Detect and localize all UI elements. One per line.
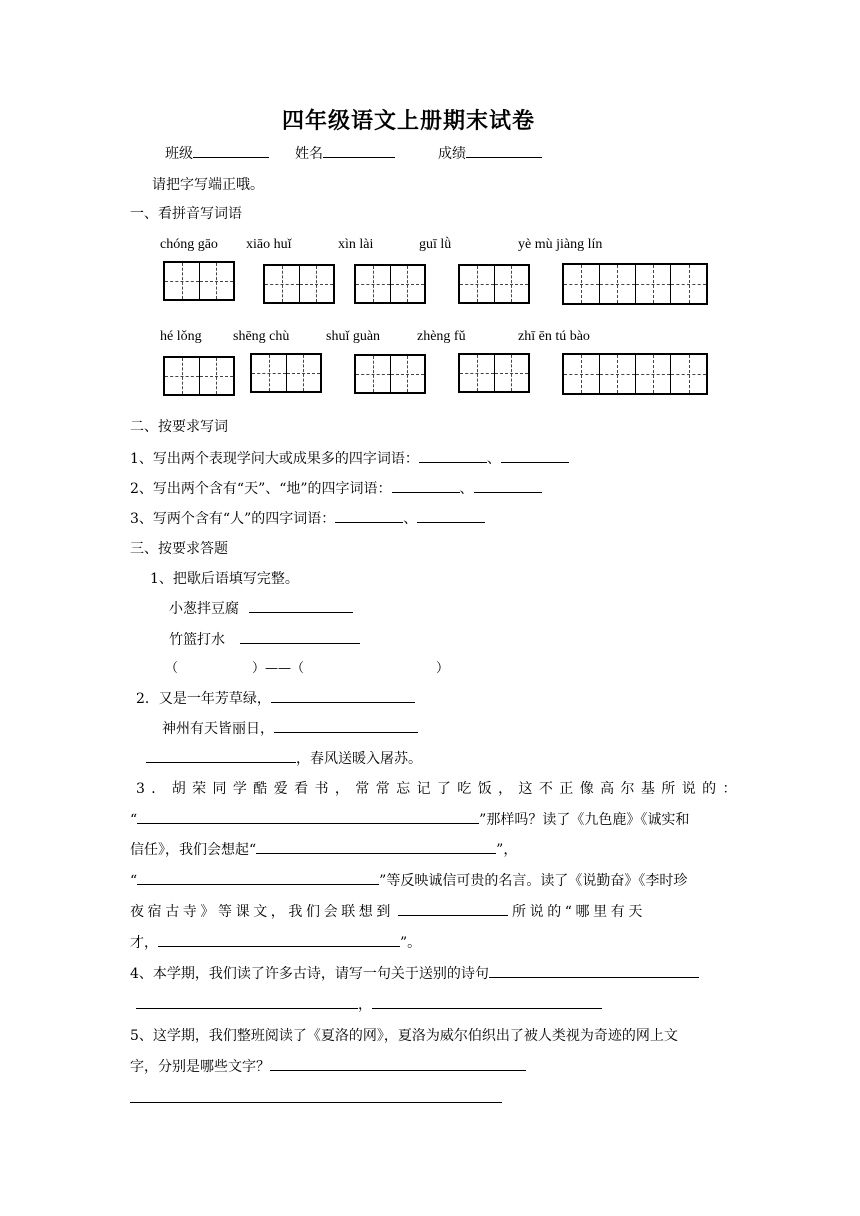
section3-q3-c1: 信任》，我们会想起“ bbox=[130, 842, 257, 858]
pinyin-yemujianglin: yè mù jiàng lín bbox=[518, 237, 603, 252]
section2-q1-blank-b[interactable] bbox=[501, 461, 569, 463]
section3-q3-e1: 夜宿古寺》等课文，我们会联想到 bbox=[130, 904, 394, 920]
section3-q3-f2: ”。 bbox=[400, 935, 422, 951]
section3-q3-blank-4[interactable] bbox=[398, 914, 508, 916]
section3-q3-blank-2[interactable] bbox=[256, 852, 496, 854]
pinyin-chonggao: chóng gāo bbox=[160, 237, 218, 252]
section3-q4-blank-2[interactable] bbox=[136, 1007, 358, 1009]
section3-q5-line1: 5、这学期，我们整班阅读了《夏洛的网》，夏洛为威尔伯织出了被人类视为奇迹的网上文 bbox=[130, 1028, 678, 1044]
score-field bbox=[438, 147, 542, 161]
section3-q3-line1: 3．胡荣同学酷爱看书，常常忘记了吃饭，这不正像高尔基所说的： bbox=[136, 781, 743, 797]
section2-q2-blank-b[interactable] bbox=[474, 491, 542, 493]
writing-grid-6[interactable] bbox=[163, 356, 235, 396]
section3-q3-f1: 才， bbox=[130, 935, 158, 951]
writing-grid-9[interactable] bbox=[458, 353, 530, 393]
writing-grid-5[interactable] bbox=[562, 263, 708, 305]
pinyin-guilv: guī lǜ bbox=[419, 237, 452, 252]
section3-q5-blank-2[interactable] bbox=[130, 1101, 502, 1103]
section2-q3-blank-a[interactable] bbox=[335, 521, 403, 523]
xiehouyu-1-text: 小葱拌豆腐 bbox=[169, 601, 239, 617]
section3-q4-line2 bbox=[136, 998, 602, 1012]
section3-q4-blank-1[interactable] bbox=[489, 976, 699, 978]
name-label: 姓名 bbox=[295, 146, 323, 162]
section2-q2 bbox=[130, 482, 542, 496]
writing-grid-4[interactable] bbox=[458, 264, 530, 304]
xiehouyu-2-text: 竹篮打水 bbox=[169, 632, 225, 648]
quote-open: “ bbox=[130, 812, 138, 828]
section2-q1 bbox=[130, 452, 569, 466]
section3-q2-b: 神州有天皆丽日， bbox=[162, 721, 274, 737]
xiehouyu-1-blank[interactable] bbox=[249, 611, 353, 613]
xiehouyu-2-blank[interactable] bbox=[240, 642, 360, 644]
xiehouyu-2 bbox=[169, 633, 360, 647]
section2-q2-text: 2、写出两个含有“天”、“地”的四字词语： bbox=[130, 481, 392, 497]
writing-grid-2[interactable] bbox=[263, 264, 335, 304]
section3-q2-blank-2[interactable] bbox=[274, 731, 418, 733]
writing-grid-7[interactable] bbox=[250, 353, 322, 393]
section3-q2-line3 bbox=[146, 752, 422, 766]
pinyin-zhientubao: zhī ēn tú bào bbox=[518, 329, 590, 344]
paren-close: ） bbox=[436, 661, 450, 676]
xiehouyu-3 bbox=[165, 662, 449, 675]
section3-q5-blank-1[interactable] bbox=[270, 1069, 526, 1071]
writing-grid-1[interactable] bbox=[163, 261, 235, 301]
section3-heading: 三、按要求答题 bbox=[130, 541, 228, 557]
section3-q3-blank-5[interactable] bbox=[158, 945, 400, 947]
section1-heading: 一、看拼音写词语 bbox=[130, 206, 242, 222]
section3-q3-line4 bbox=[130, 874, 687, 888]
section3-q3-d: ”等反映诚信可贵的名言。读了《说勤奋》《李时珍 bbox=[379, 873, 688, 889]
section3-q4-blank-3[interactable] bbox=[372, 1007, 602, 1009]
paren-open: （ bbox=[165, 661, 179, 676]
section3-q3-e2: 所说的“哪里有天 bbox=[512, 904, 646, 920]
writing-grid-3[interactable] bbox=[354, 264, 426, 304]
pinyin-shengchu: shēng chù bbox=[233, 329, 290, 344]
quote-open-2: “ bbox=[130, 873, 138, 889]
section3-q3-blank-1[interactable] bbox=[137, 822, 479, 824]
section3-q3-b: ”那样吗？读了《九色鹿》《诚实和 bbox=[479, 812, 690, 828]
section3-q1: 1、把歇后语填写完整。 bbox=[150, 571, 299, 587]
dash: ）——（ bbox=[252, 661, 305, 676]
separator: 、 bbox=[403, 511, 418, 527]
class-blank[interactable] bbox=[193, 156, 269, 158]
class-field bbox=[165, 147, 269, 161]
section2-q1-text: 1、写出两个表现学问大或成果多的四字词语： bbox=[130, 451, 419, 467]
section2-q2-blank-a[interactable] bbox=[392, 491, 460, 493]
section3-q3-line5 bbox=[130, 905, 646, 919]
section3-q2-a: 2．又是一年芳草绿， bbox=[136, 691, 271, 707]
section3-q2-line1 bbox=[136, 692, 415, 706]
page-title: 四年级语文上册期末试卷 bbox=[282, 108, 536, 134]
section2-q3-blank-b[interactable] bbox=[417, 521, 485, 523]
instruction-text: 请把字写端正哦。 bbox=[152, 177, 264, 193]
section2-q3 bbox=[130, 512, 485, 526]
writing-grid-8[interactable] bbox=[354, 354, 426, 394]
section3-q5-line2 bbox=[130, 1060, 526, 1074]
separator: 、 bbox=[486, 451, 501, 467]
pinyin-zhengfu: zhèng fǔ bbox=[417, 329, 466, 344]
pinyin-shuiguan: shuǐ guàn bbox=[326, 329, 381, 344]
class-label: 班级 bbox=[165, 146, 193, 162]
section3-q2-blank-3[interactable] bbox=[146, 761, 296, 763]
name-field bbox=[295, 147, 395, 161]
score-label: 成绩 bbox=[438, 146, 466, 162]
section2-heading: 二、按要求写词 bbox=[130, 419, 228, 435]
section2-q1-blank-a[interactable] bbox=[419, 461, 487, 463]
score-blank[interactable] bbox=[466, 156, 542, 158]
section3-q5-b: 字，分别是哪些文字？ bbox=[130, 1059, 270, 1075]
name-blank[interactable] bbox=[323, 156, 395, 158]
section2-q3-text: 3、写两个含有“人”的四字词语： bbox=[130, 511, 336, 527]
xiehouyu-1 bbox=[169, 602, 353, 616]
section3-q4-text: 4、本学期，我们读了许多古诗，请写一句关于送别的诗句 bbox=[130, 966, 489, 982]
section3-q3-line2 bbox=[130, 813, 689, 827]
section3-q3-c2: ”， bbox=[496, 842, 518, 858]
section3-q3-line6 bbox=[130, 936, 421, 950]
pinyin-helong: hé lǒng bbox=[160, 329, 202, 344]
section3-q4 bbox=[130, 967, 699, 981]
writing-grid-10[interactable] bbox=[562, 353, 708, 395]
section3-q3-blank-3[interactable] bbox=[137, 883, 379, 885]
section3-q2-line2 bbox=[162, 722, 418, 736]
section3-q2-c: ，春风送暖入屠苏。 bbox=[296, 751, 422, 767]
section3-q2-blank-1[interactable] bbox=[271, 701, 415, 703]
separator: 、 bbox=[459, 481, 474, 497]
comma: ， bbox=[358, 997, 372, 1013]
pinyin-xiaohui: xiāo huǐ bbox=[246, 237, 292, 252]
section3-q3-line3 bbox=[130, 843, 517, 857]
pinyin-xinlai: xìn lài bbox=[338, 237, 374, 252]
